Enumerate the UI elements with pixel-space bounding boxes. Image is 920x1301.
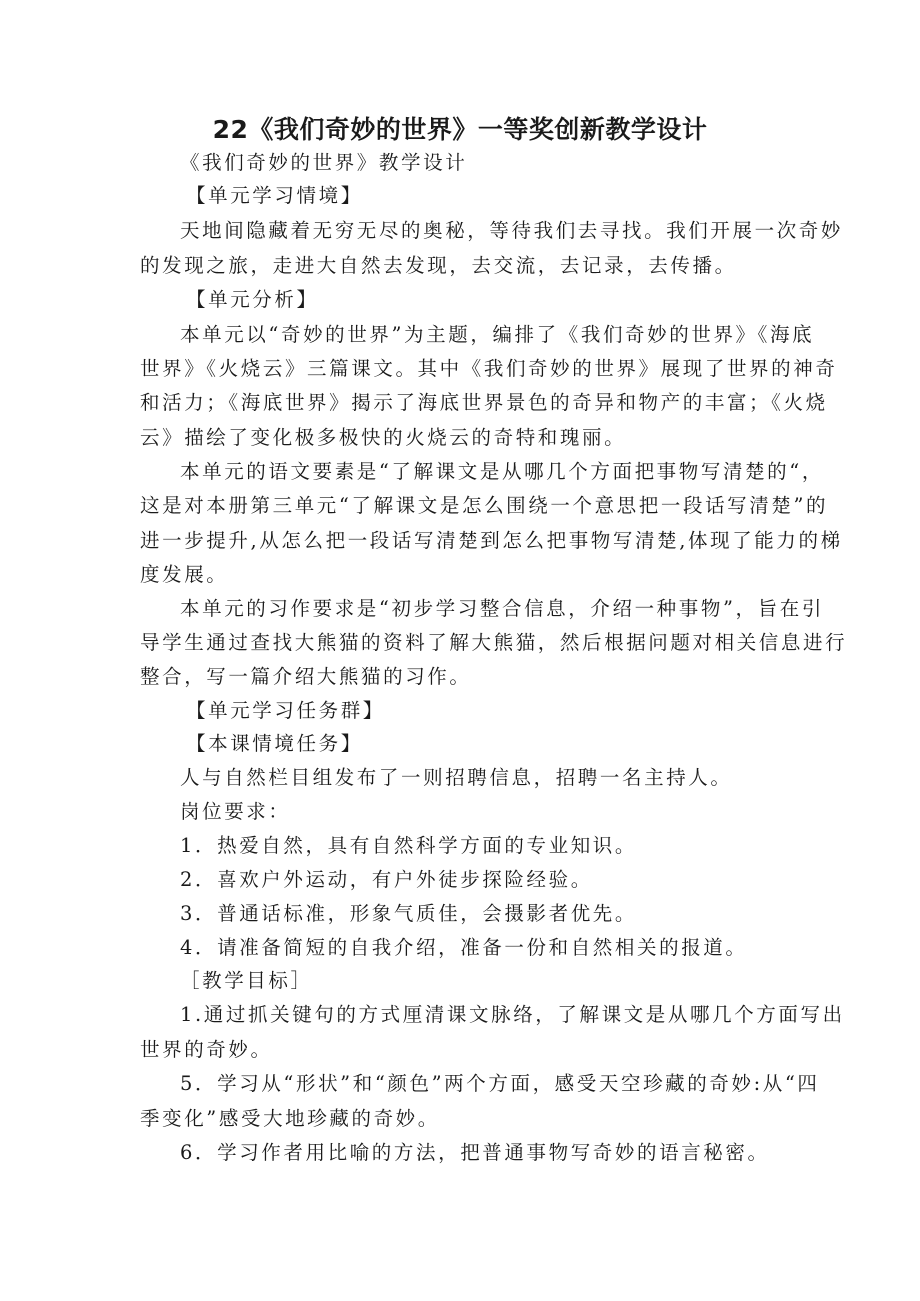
paragraph-line: 导学生通过查找大熊猫的资料了解大熊猫，然后根据问题对相关信息进行	[140, 631, 848, 654]
paragraph-line: 本单元的语文要素是“了解课文是从哪几个方面把事物写清楚的“，	[180, 460, 824, 483]
paragraph-line: 和活力；《海底世界》揭示了海底世界景色的奇异和物产的丰富；《火烧	[140, 391, 828, 414]
paragraph-line: 人与自然栏目组发布了一则招聘信息，招聘一名主持人。	[180, 766, 733, 789]
document-title: 22《我们奇妙的世界》一等奖创新教学设计	[212, 115, 708, 144]
paragraph-line: 5．学习从“形状”和“颜色”两个方面，感受天空珍藏的奇妙:从“四	[180, 1072, 820, 1095]
paragraph-line: 度发展。	[140, 563, 229, 586]
section-heading-analysis: 【单元分析】	[186, 288, 319, 311]
document-subtitle: 《我们奇妙的世界》教学设计	[180, 151, 468, 174]
paragraph-line: 本单元的习作要求是“初步学习整合信息，介绍一种事物”，旨在引	[180, 597, 824, 620]
section-heading-goals: ［教学目标］	[180, 969, 313, 992]
paragraph-line: 6．学习作者用比喻的方法，把普通事物写奇妙的语言秘密。	[180, 1141, 770, 1164]
list-item: 3．普通话标准，形象气质佳，会摄影者优先。	[180, 902, 638, 925]
paragraph-line: 季变化”感受大地珍藏的奇妙。	[140, 1107, 440, 1130]
paragraph-line: 云》描绘了变化极多极快的火烧云的奇特和瑰丽。	[140, 426, 627, 449]
list-item: 4．请准备简短的自我介绍，准备一份和自然相关的报道。	[180, 936, 748, 959]
paragraph-line: 世界的奇妙。	[140, 1038, 273, 1061]
section-heading-lesson-task: 【本课情境任务】	[186, 732, 363, 755]
paragraph-line: 的发现之旅，走进大自然去发现，去交流，去记录，去传播。	[140, 254, 737, 277]
paragraph-line: 这是对本册第三单元“了解课文是怎么围绕一个意思把一段话写清楚”的	[140, 494, 829, 517]
paragraph-line: 整合，写一篇介绍大熊猫的习作。	[140, 665, 472, 688]
paragraph-line: 岗位要求：	[180, 800, 291, 823]
section-heading-task-group: 【单元学习任务群】	[186, 699, 385, 722]
paragraph-line: 进一步提升,从怎么把一段话写清楚到怎么把事物写清楚,体现了能力的梯	[140, 529, 843, 552]
list-item: 1．热爱自然，具有自然科学方面的专业知识。	[180, 834, 638, 857]
paragraph-line: 1.通过抓关键句的方式厘清课文脉络，了解课文是从哪几个方面写出	[180, 1003, 845, 1026]
paragraph-line: 天地间隐藏着无穷无尽的奥秘，等待我们去寻找。我们开展一次奇妙	[180, 219, 844, 242]
list-item: 2．喜欢户外运动，有户外徒步探险经验。	[180, 868, 593, 891]
section-heading-context: 【单元学习情境】	[186, 184, 363, 207]
paragraph-line: 世界》《火烧云》三篇课文。其中《我们奇妙的世界》展现了世界的神奇	[140, 357, 838, 380]
paragraph-line: 本单元以“奇妙的世界”为主题，编排了《我们奇妙的世界》《海底	[180, 323, 815, 346]
